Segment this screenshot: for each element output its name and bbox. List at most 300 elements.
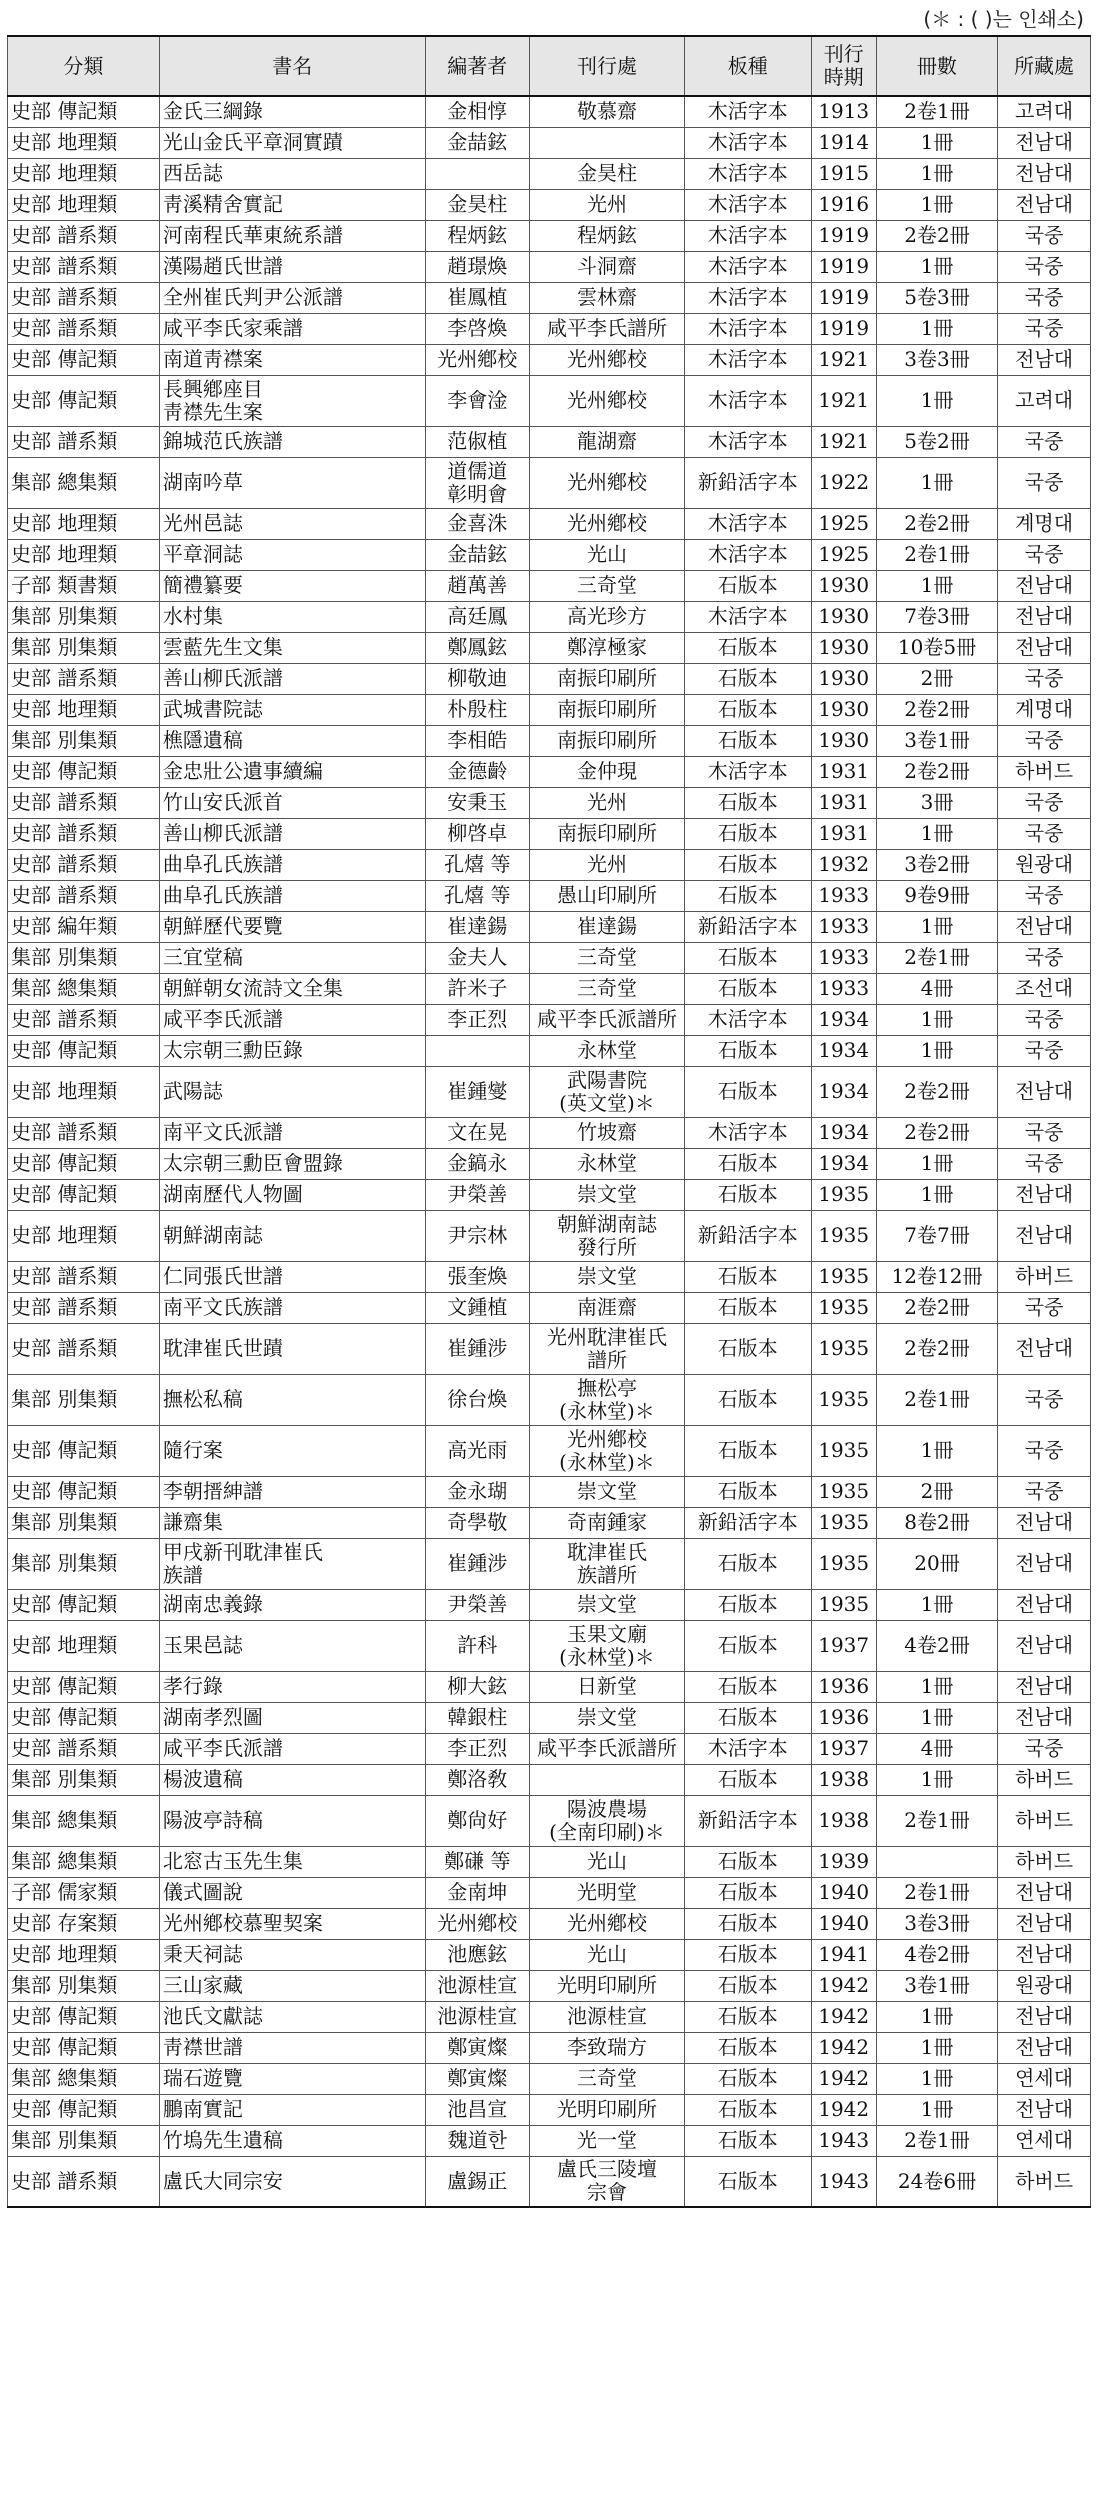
cell-title: 河南程氏華東統系譜 [159, 220, 425, 251]
cell-title: 玉果邑誌 [159, 1620, 425, 1671]
cell-holding: 전남대 [998, 911, 1091, 942]
cell-year: 1930 [811, 632, 876, 663]
cell-title: 三宜堂稿 [159, 942, 425, 973]
cell-publisher: 金昊柱 [529, 158, 684, 189]
cell-category: 史部 傳記類 [8, 2001, 160, 2032]
cell-holding: 국중 [998, 282, 1091, 313]
cell-publisher: 朝鮮湖南誌 發行所 [529, 1210, 684, 1261]
cell-publisher: 金仲現 [529, 756, 684, 787]
cell-publisher: 南振印刷所 [529, 818, 684, 849]
cell-holding: 국중 [998, 220, 1091, 251]
cell-title: 光州鄕校慕聖契案 [159, 1908, 425, 1939]
cell-category: 史部 傳記類 [8, 1589, 160, 1620]
cell-title: 光山金氏平章洞實蹟 [159, 127, 425, 158]
table-row [8, 457, 1091, 508]
cell-publisher [529, 1764, 684, 1795]
table-row [8, 1476, 1091, 1507]
cell-edition: 石版本 [684, 1764, 811, 1795]
cell-category: 史部 地理類 [8, 1210, 160, 1261]
cell-holding: 전남대 [998, 1908, 1091, 1939]
cell-volumes: 1冊 [876, 1004, 997, 1035]
cell-edition: 石版本 [684, 1671, 811, 1702]
cell-holding: 국중 [998, 251, 1091, 282]
cell-title: 楊波遺稿 [159, 1764, 425, 1795]
cell-author: 崔鍾涉 [425, 1538, 529, 1589]
cell-holding: 국중 [998, 663, 1091, 694]
table-row [8, 1702, 1091, 1733]
cell-year: 1931 [811, 756, 876, 787]
cell-title: 湖南吟草 [159, 457, 425, 508]
cell-category: 集部 別集類 [8, 2125, 160, 2156]
cell-author: 光州鄕校 [425, 1908, 529, 1939]
cell-volumes: 3冊 [876, 787, 997, 818]
cell-category: 史部 地理類 [8, 694, 160, 725]
cell-edition: 石版本 [684, 1323, 811, 1374]
cell-author: 崔鍾燮 [425, 1066, 529, 1117]
cell-title: 撫松私稿 [159, 1374, 425, 1425]
cell-volumes: 2卷1冊 [876, 2125, 997, 2156]
cell-volumes: 1冊 [876, 251, 997, 282]
cell-author: 尹榮善 [425, 1589, 529, 1620]
table-row [8, 725, 1091, 756]
cell-edition: 石版本 [684, 2156, 811, 2207]
table-row [8, 1425, 1091, 1476]
cell-author: 崔達鍚 [425, 911, 529, 942]
cell-category: 史部 傳記類 [8, 96, 160, 127]
cell-volumes: 2卷1冊 [876, 1374, 997, 1425]
cell-author: 李相皓 [425, 725, 529, 756]
table-row [8, 1117, 1091, 1148]
cell-author: 池源桂宣 [425, 2001, 529, 2032]
cell-category: 史部 譜系類 [8, 1004, 160, 1035]
cell-publisher: 武陽書院 (英文堂)＊ [529, 1066, 684, 1117]
cell-title: 耽津崔氏世蹟 [159, 1323, 425, 1374]
cell-author: 范俶植 [425, 426, 529, 457]
cell-title: 武城書院誌 [159, 694, 425, 725]
cell-category: 集部 別集類 [8, 601, 160, 632]
cell-edition: 石版本 [684, 1877, 811, 1908]
cell-author: 盧錫正 [425, 2156, 529, 2207]
cell-author: 尹宗林 [425, 1210, 529, 1261]
cell-year: 1935 [811, 1323, 876, 1374]
cell-holding: 전남대 [998, 344, 1091, 375]
cell-edition: 石版本 [684, 2063, 811, 2094]
table-row [8, 2063, 1091, 2094]
cell-author: 徐台煥 [425, 1374, 529, 1425]
cell-edition: 石版本 [684, 1179, 811, 1210]
cell-edition: 石版本 [684, 818, 811, 849]
cell-edition: 石版本 [684, 1970, 811, 2001]
cell-edition: 石版本 [684, 1261, 811, 1292]
table-row [8, 158, 1091, 189]
cell-category: 史部 傳記類 [8, 1425, 160, 1476]
table-row [8, 1066, 1091, 1117]
cell-publisher: 南振印刷所 [529, 663, 684, 694]
cell-author: 鄭寅燦 [425, 2063, 529, 2094]
cell-holding: 계명대 [998, 694, 1091, 725]
cell-year: 1933 [811, 942, 876, 973]
cell-edition: 新鉛活字本 [684, 457, 811, 508]
cell-holding: 원광대 [998, 849, 1091, 880]
cell-edition: 木活字本 [684, 426, 811, 457]
cell-category: 史部 傳記類 [8, 375, 160, 426]
table-row [8, 1035, 1091, 1066]
cell-publisher: 光州 [529, 189, 684, 220]
cell-title: 朝鮮朝女流詩文全集 [159, 973, 425, 1004]
cell-publisher: 光州鄕校 [529, 1908, 684, 1939]
cell-volumes: 2卷2冊 [876, 508, 997, 539]
cell-volumes: 2卷2冊 [876, 1066, 997, 1117]
cell-volumes: 2卷2冊 [876, 694, 997, 725]
cell-title: 北窓古玉先生集 [159, 1846, 425, 1877]
cell-year: 1935 [811, 1374, 876, 1425]
cell-author: 程炳鉉 [425, 220, 529, 251]
cell-author: 趙萬善 [425, 570, 529, 601]
cell-holding: 전남대 [998, 2001, 1091, 2032]
cell-year: 1919 [811, 220, 876, 251]
cell-category: 史部 地理類 [8, 1066, 160, 1117]
cell-category: 史部 譜系類 [8, 220, 160, 251]
cell-author: 朴殷柱 [425, 694, 529, 725]
cell-edition: 石版本 [684, 2032, 811, 2063]
cell-publisher: 竹坡齋 [529, 1117, 684, 1148]
cell-volumes: 3卷3冊 [876, 344, 997, 375]
table-body [8, 96, 1091, 2207]
cell-category: 史部 地理類 [8, 1620, 160, 1671]
cell-edition: 木活字本 [684, 1004, 811, 1035]
cell-title: 太宗朝三勳臣錄 [159, 1035, 425, 1066]
cell-holding: 국중 [998, 725, 1091, 756]
table-row [8, 849, 1091, 880]
cell-volumes: 1冊 [876, 2094, 997, 2125]
cell-edition: 石版本 [684, 1702, 811, 1733]
cell-edition: 木活字本 [684, 96, 811, 127]
cell-category: 史部 地理類 [8, 158, 160, 189]
cell-author: 池應鉉 [425, 1939, 529, 1970]
cell-publisher: 咸平李氏譜所 [529, 313, 684, 344]
cell-edition: 木活字本 [684, 313, 811, 344]
cell-publisher: 光明印刷所 [529, 2094, 684, 2125]
cell-title: 儀式圖說 [159, 1877, 425, 1908]
cell-title: 曲阜孔氏族譜 [159, 880, 425, 911]
table-row [8, 1620, 1091, 1671]
cell-edition: 石版本 [684, 1846, 811, 1877]
cell-category: 史部 傳記類 [8, 344, 160, 375]
cell-volumes: 3卷3冊 [876, 1908, 997, 1939]
cell-author: 趙璟煥 [425, 251, 529, 282]
table-row [8, 601, 1091, 632]
cell-title: 湖南孝烈圖 [159, 1702, 425, 1733]
cell-year: 1943 [811, 2156, 876, 2207]
table-row [8, 1939, 1091, 1970]
cell-volumes: 1冊 [876, 911, 997, 942]
cell-author [425, 158, 529, 189]
cell-author: 許科 [425, 1620, 529, 1671]
cell-year: 1943 [811, 2125, 876, 2156]
cell-holding: 전남대 [998, 1179, 1091, 1210]
cell-category: 史部 譜系類 [8, 282, 160, 313]
cell-holding: 하버드 [998, 756, 1091, 787]
cell-publisher: 崇文堂 [529, 1589, 684, 1620]
cell-holding: 국중 [998, 1117, 1091, 1148]
cell-volumes: 5卷3冊 [876, 282, 997, 313]
cell-holding: 국중 [998, 1148, 1091, 1179]
cell-year: 1935 [811, 1261, 876, 1292]
cell-publisher: 南振印刷所 [529, 694, 684, 725]
cell-year: 1942 [811, 2094, 876, 2125]
table-row [8, 251, 1091, 282]
cell-volumes: 10卷5冊 [876, 632, 997, 663]
cell-publisher: 敬慕齋 [529, 96, 684, 127]
cell-author: 金昊柱 [425, 189, 529, 220]
table-row [8, 426, 1091, 457]
cell-category: 史部 譜系類 [8, 663, 160, 694]
table-note: (＊ : ( )는 인쇄소) [923, 7, 1084, 31]
cell-category: 史部 存案類 [8, 1908, 160, 1939]
cell-holding: 국중 [998, 880, 1091, 911]
cell-edition: 木活字本 [684, 508, 811, 539]
cell-year: 1935 [811, 1589, 876, 1620]
header-publisher: 刊行處 [529, 36, 684, 96]
cell-edition: 木活字本 [684, 251, 811, 282]
cell-title: 漢陽趙氏世譜 [159, 251, 425, 282]
cell-category: 史部 編年類 [8, 911, 160, 942]
table-row [8, 2032, 1091, 2063]
cell-publisher: 崇文堂 [529, 1476, 684, 1507]
table-row [8, 1538, 1091, 1589]
cell-volumes: 2卷1冊 [876, 1877, 997, 1908]
table-row [8, 2125, 1091, 2156]
header-title: 書名 [159, 36, 425, 96]
table-row [8, 1292, 1091, 1323]
cell-publisher: 池源桂宣 [529, 2001, 684, 2032]
cell-year: 1934 [811, 1148, 876, 1179]
cell-volumes: 1冊 [876, 189, 997, 220]
cell-year: 1935 [811, 1179, 876, 1210]
cell-year: 1921 [811, 426, 876, 457]
cell-volumes: 8卷2冊 [876, 1507, 997, 1538]
cell-holding: 국중 [998, 1292, 1091, 1323]
cell-edition: 新鉛活字本 [684, 1795, 811, 1846]
cell-holding: 전남대 [998, 1939, 1091, 1970]
cell-year: 1922 [811, 457, 876, 508]
cell-publisher: 光州耽津崔氏 譜所 [529, 1323, 684, 1374]
cell-category: 集部 總集類 [8, 1795, 160, 1846]
cell-author: 金相惇 [425, 96, 529, 127]
cell-title: 竹塢先生遺稿 [159, 2125, 425, 2156]
cell-title: 瑞石遊覽 [159, 2063, 425, 2094]
cell-publisher: 光州鄕校 [529, 375, 684, 426]
cell-year: 1942 [811, 1970, 876, 2001]
cell-publisher: 愚山印刷所 [529, 880, 684, 911]
cell-holding: 고려대 [998, 375, 1091, 426]
cell-year: 1940 [811, 1908, 876, 1939]
cell-volumes: 4卷2冊 [876, 1620, 997, 1671]
cell-year: 1919 [811, 313, 876, 344]
cell-year: 1930 [811, 725, 876, 756]
cell-category: 史部 傳記類 [8, 1179, 160, 1210]
cell-edition: 石版本 [684, 632, 811, 663]
cell-publisher: 鄭淳極家 [529, 632, 684, 663]
cell-year: 1936 [811, 1671, 876, 1702]
header-category: 分類 [8, 36, 160, 96]
cell-year: 1937 [811, 1620, 876, 1671]
cell-title: 三山家藏 [159, 1970, 425, 2001]
cell-title: 李朝搢紳譜 [159, 1476, 425, 1507]
cell-year: 1913 [811, 96, 876, 127]
cell-edition: 木活字本 [684, 127, 811, 158]
cell-category: 子部 類書類 [8, 570, 160, 601]
cell-category: 史部 譜系類 [8, 1733, 160, 1764]
cell-edition: 木活字本 [684, 375, 811, 426]
cell-publisher: 高光珍方 [529, 601, 684, 632]
cell-volumes: 1冊 [876, 1589, 997, 1620]
cell-edition: 石版本 [684, 725, 811, 756]
cell-edition: 石版本 [684, 1538, 811, 1589]
cell-publisher: 奇南鍾家 [529, 1507, 684, 1538]
table-row [8, 1764, 1091, 1795]
cell-edition: 木活字本 [684, 1733, 811, 1764]
cell-holding: 조선대 [998, 973, 1091, 1004]
cell-author: 李會淦 [425, 375, 529, 426]
cell-category: 史部 傳記類 [8, 1035, 160, 1066]
cell-edition: 石版本 [684, 2125, 811, 2156]
cell-publisher [529, 127, 684, 158]
table-row [8, 1795, 1091, 1846]
table-row [8, 1210, 1091, 1261]
cell-volumes: 3卷1冊 [876, 725, 997, 756]
cell-year: 1932 [811, 849, 876, 880]
cell-holding: 전남대 [998, 1589, 1091, 1620]
cell-title: 湖南歷代人物圖 [159, 1179, 425, 1210]
cell-author: 池昌宣 [425, 2094, 529, 2125]
cell-category: 史部 傳記類 [8, 1671, 160, 1702]
cell-holding: 전남대 [998, 1066, 1091, 1117]
cell-year: 1935 [811, 1538, 876, 1589]
cell-holding: 국중 [998, 1004, 1091, 1035]
cell-year: 1935 [811, 1292, 876, 1323]
table-row [8, 313, 1091, 344]
cell-category: 史部 地理類 [8, 127, 160, 158]
cell-volumes: 2卷1冊 [876, 942, 997, 973]
cell-holding: 연세대 [998, 2125, 1091, 2156]
cell-year: 1940 [811, 1877, 876, 1908]
cell-year: 1935 [811, 1210, 876, 1261]
cell-holding: 국중 [998, 1476, 1091, 1507]
cell-volumes: 1冊 [876, 1148, 997, 1179]
cell-volumes: 1冊 [876, 1035, 997, 1066]
cell-holding: 원광대 [998, 1970, 1091, 2001]
cell-volumes: 1冊 [876, 158, 997, 189]
cell-author: 鄭洛敎 [425, 1764, 529, 1795]
cell-holding: 국중 [998, 1374, 1091, 1425]
cell-edition: 石版本 [684, 1148, 811, 1179]
cell-year: 1942 [811, 2001, 876, 2032]
cell-year: 1925 [811, 508, 876, 539]
cell-category: 集部 別集類 [8, 1970, 160, 2001]
table-row [8, 220, 1091, 251]
cell-volumes: 2卷2冊 [876, 1117, 997, 1148]
cell-edition: 木活字本 [684, 1117, 811, 1148]
cell-holding: 하버드 [998, 1261, 1091, 1292]
cell-edition: 石版本 [684, 1620, 811, 1671]
cell-publisher: 光明堂 [529, 1877, 684, 1908]
cell-author: 李啓煥 [425, 313, 529, 344]
cell-category: 史部 譜系類 [8, 1261, 160, 1292]
cell-author: 文鍾植 [425, 1292, 529, 1323]
cell-publisher: 咸平李氏派譜所 [529, 1004, 684, 1035]
cell-publisher: 光州鄕校 [529, 457, 684, 508]
cell-publisher: 三奇堂 [529, 570, 684, 601]
cell-category: 集部 別集類 [8, 1507, 160, 1538]
table-row [8, 570, 1091, 601]
cell-author: 張奎煥 [425, 1261, 529, 1292]
cell-category: 史部 地理類 [8, 1939, 160, 1970]
cell-publisher: 雲林齋 [529, 282, 684, 313]
table-row [8, 1507, 1091, 1538]
cell-year: 1935 [811, 1507, 876, 1538]
cell-holding: 국중 [998, 313, 1091, 344]
cell-holding: 국중 [998, 942, 1091, 973]
cell-holding: 전남대 [998, 1620, 1091, 1671]
cell-title: 湖南忠義錄 [159, 1589, 425, 1620]
cell-author: 鄭鳳鉉 [425, 632, 529, 663]
table-row [8, 282, 1091, 313]
cell-edition: 木活字本 [684, 344, 811, 375]
cell-holding: 전남대 [998, 570, 1091, 601]
cell-year: 1934 [811, 1066, 876, 1117]
cell-edition: 石版本 [684, 1589, 811, 1620]
table-row [8, 1323, 1091, 1374]
cell-author: 高廷鳳 [425, 601, 529, 632]
cell-edition: 木活字本 [684, 539, 811, 570]
cell-year: 1931 [811, 787, 876, 818]
cell-publisher: 光州鄕校 [529, 344, 684, 375]
cell-publisher: 耽津崔氏 族譜所 [529, 1538, 684, 1589]
cell-category: 史部 地理類 [8, 508, 160, 539]
cell-edition: 石版本 [684, 1292, 811, 1323]
cell-title: 武陽誌 [159, 1066, 425, 1117]
cell-year: 1930 [811, 570, 876, 601]
table-row [8, 1733, 1091, 1764]
table-row [8, 375, 1091, 426]
cell-title: 光州邑誌 [159, 508, 425, 539]
cell-title: 竹山安氏派首 [159, 787, 425, 818]
cell-author: 池源桂宣 [425, 1970, 529, 2001]
cell-volumes: 1冊 [876, 1671, 997, 1702]
table-row [8, 1877, 1091, 1908]
cell-volumes: 2卷2冊 [876, 1292, 997, 1323]
cell-year: 1915 [811, 158, 876, 189]
cell-publisher: 日新堂 [529, 1671, 684, 1702]
cell-author: 光州鄕校 [425, 344, 529, 375]
cell-year: 1914 [811, 127, 876, 158]
header-edition: 板種 [684, 36, 811, 96]
cell-category: 史部 傳記類 [8, 2094, 160, 2125]
cell-holding: 전남대 [998, 1877, 1091, 1908]
cell-year: 1942 [811, 2063, 876, 2094]
cell-publisher: 光明印刷所 [529, 1970, 684, 2001]
cell-year: 1933 [811, 973, 876, 1004]
cell-title: 南平文氏族譜 [159, 1292, 425, 1323]
cell-title: 陽波亭詩稿 [159, 1795, 425, 1846]
cell-title: 靑襟世譜 [159, 2032, 425, 2063]
table-row [8, 756, 1091, 787]
cell-edition: 石版本 [684, 849, 811, 880]
cell-year: 1934 [811, 1117, 876, 1148]
cell-year: 1916 [811, 189, 876, 220]
cell-volumes: 1冊 [876, 457, 997, 508]
